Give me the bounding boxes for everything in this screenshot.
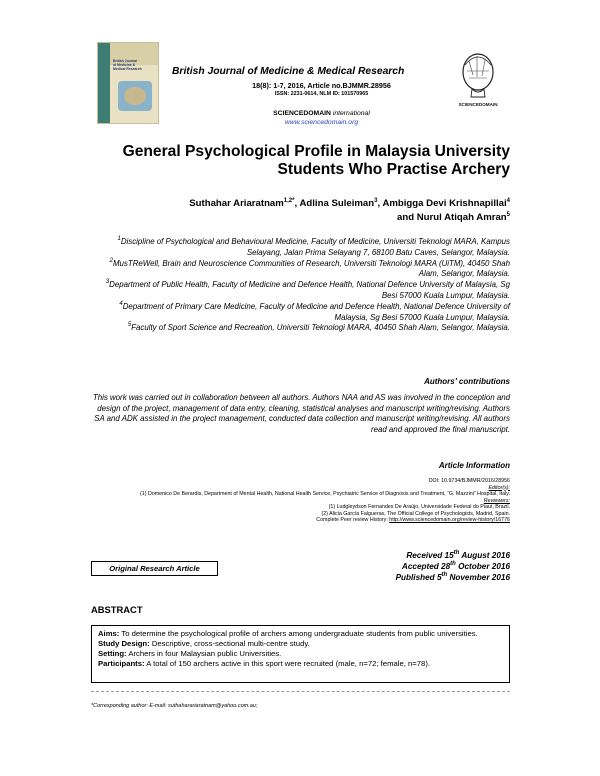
cover-title-line: British Journal [113, 59, 137, 63]
contributions-heading: Authors’ contributions [424, 377, 510, 386]
article-info [90, 478, 510, 524]
article-type-box: Original Research Article [91, 561, 218, 576]
contributions-text: This work was carried out in collaboration between all authors. Authors NAA and AS was involved in the conception and design of the project, management of data entry, cleaning, statistical analyses and manuscript writing/revising. Authors SA and ADK assisted in the project management, conducted data collection and manuscript writing/revising. All authors read and approved the final manuscript. [92, 393, 510, 434]
author-name: Adlina Suleiman [299, 198, 375, 209]
affiliation-item: $^2$MusTReWell, Brain and Neuroscience Communities of Research, Universiti Teknologi MARA (UiTM), 40450 Shah Alam, Selangor, Malaysia. [109, 257, 510, 279]
received-date: Received 15th August 2016 [406, 550, 510, 560]
author-name: and Nurul Atiqah Amran [397, 212, 507, 223]
journal-title: British Journal of Medicine & Medical Research [172, 66, 405, 77]
svg-text:SCIENCEDOMAIN: SCIENCEDOMAIN [458, 102, 498, 107]
cover-title-line: of Medicine & [113, 63, 136, 67]
affiliation-item: $^5$Faculty of Sport Science and Recreation, Universiti Teknologi MARA, 40450 Shah Alam, Selangor, Malaysia. [127, 322, 510, 333]
affiliations [90, 237, 510, 334]
journal-cover-thumbnail [97, 42, 159, 124]
history-label: Complete Peer review History: [316, 517, 388, 523]
accepted-date: Accepted 28th October 2016 [401, 561, 510, 571]
journal-issue: 18(8): 1-7, 2016, Article no.BJMMR.28956 [252, 81, 391, 90]
sciencedomain-logo [455, 45, 501, 111]
corresponding-author-footnote: *Corresponding author: E-mail: suthaharariaratnam@yahoo.com.au; [91, 703, 258, 709]
article-title: General Psychological Profile in Malaysia University Students Who Practise Archery [122, 143, 510, 178]
abstract-box [91, 625, 510, 683]
abstract-design: Study Design: Descriptive, cross-sectional multi-centre study. [98, 638, 310, 648]
affiliation-item: $^1$Discipline of Psychological and Behavioural Medicine, Faculty of Medicine, Universiti Teknologi MARA, Kampus Selayang, Jalan Prima Selayang 7, 68100 Batu Caves, Selangor, Malaysia. [117, 236, 510, 257]
cover-title-line: Medical Research [113, 67, 142, 71]
reviewers-label: Reviewers: [483, 497, 510, 504]
reviewer-item: (2) Alicia García Falgueras, The Official College of Psychologists, Madrid, Spain. [321, 510, 510, 517]
publisher-name: SCIENCEDOMAIN international [273, 110, 370, 117]
affiliation-item: $^3$Department of Public Health, Faculty of Medicine and Defence Health, National Defence University of Malaysia, Sg Besi 57000 Kuala Lumpur, Malaysia. [105, 279, 510, 300]
doi: DOI: 10.9734/BJMMR/2016/28956 [428, 478, 510, 484]
article-info-heading: Article Information [438, 461, 510, 470]
journal-issn: ISSN: 2231-0614, NLM ID: 101570965 [274, 91, 369, 97]
reviewer-item: (1) Ludgleydson Fernandes De Araújo, Universidade Federal do Piauí, Brazil. [328, 504, 510, 510]
editor-item: (1) Domenico De Berardis, Department of Mental Health, National Health Service, Psychiatric Service of Diagnosis and Treatment, “G. Mazzini” Hospital, Italy. [140, 491, 510, 497]
published-date: Published 5th November 2016 [395, 572, 510, 582]
editors-label: Editor(s): [488, 484, 510, 491]
footnote-divider [91, 691, 510, 692]
abstract-participants: Participants: A total of 150 archers active in this sport were recruited (male, n=72; female, n=78). [98, 658, 431, 668]
author-name: Suthahar Ariaratnam [189, 198, 284, 209]
affiliation-item: $^4$Department of Primary Care Medicine, Faculty of Medicine and Defence Health, National Defence University of Malaysia, Sg Besi 57000 Kuala Lumpur, Malaysia. [119, 300, 510, 322]
author-list: Suthahar Ariaratnam$^{1,2*}$, Adlina Suleiman$^3$, Ambigga Devi Krishnapillai$^4$ and Nurul Atiqah Amran$^5$ [189, 198, 510, 223]
abstract-aims: Aims: To determine the psychological profile of archers among undergraduate students from public universities. [98, 629, 478, 638]
publisher-url[interactable]: www.sciencedomain.org [284, 119, 359, 126]
publication-dates [300, 550, 510, 583]
abstract-heading: ABSTRACT [91, 604, 143, 615]
abstract-setting: Setting: Archers in four Malaysian public Universities. [98, 648, 282, 658]
author-name: Ambigga Devi Krishnapillai [382, 198, 507, 209]
review-history-link[interactable]: http://www.sciencedomain.org/review-history/16776 [389, 517, 510, 523]
